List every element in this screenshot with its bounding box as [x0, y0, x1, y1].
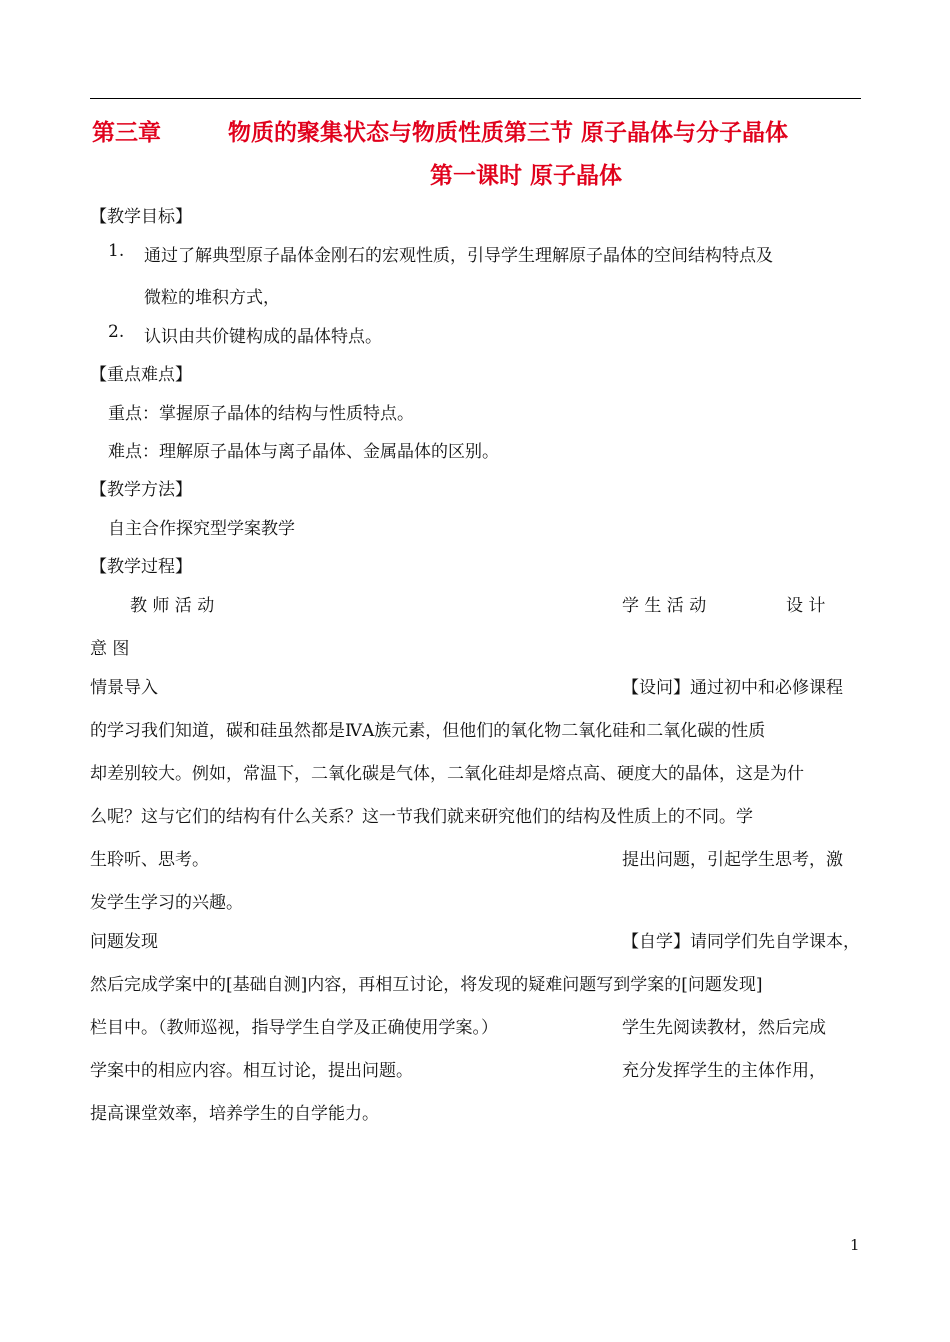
- goal-2-number: 2.: [108, 322, 125, 342]
- process-line-right: 【设问】通过初中和必修课程: [622, 678, 843, 698]
- page-subtitle: 第一课时 原子晶体: [430, 162, 623, 189]
- goal-1-number: 1.: [108, 241, 125, 261]
- process-line-right: 充分发挥学生的主体作用，: [622, 1061, 826, 1081]
- process-line: 提高课堂效率，培养学生的自学能力。: [90, 1104, 379, 1124]
- process-line: 的学习我们知道，碳和硅虽然都是ⅣA族元素，但他们的氧化物二氧化硅和二氧化碳的性质: [90, 721, 766, 741]
- goal-1-text: 通过了解典型原子晶体金刚石的宏观性质，引导学生理解原子晶体的空间结构特点及: [144, 246, 773, 266]
- col-design-intent-cont: 意 图: [90, 639, 130, 659]
- process-line-right: 【自学】请同学们先自学课本，: [622, 932, 860, 952]
- difficult-point: 难点：理解原子晶体与离子晶体、金属晶体的区别。: [108, 442, 499, 462]
- goals-heading: 【教学目标】: [90, 207, 192, 227]
- goal-1-text-cont: 微粒的堆积方式，: [144, 288, 280, 308]
- process-heading: 【教学过程】: [90, 557, 192, 577]
- process-line-right: 学生先阅读教材，然后完成: [622, 1018, 826, 1038]
- goal-2-text: 认识由共价键构成的晶体特点。: [144, 327, 382, 347]
- process-line: 然后完成学案中的[基础自测]内容，再相互讨论，将发现的疑难问题写到学案的[问题发现]: [90, 975, 763, 995]
- process-line: 问题发现: [90, 932, 158, 952]
- col-design-intent: 设 计: [786, 596, 826, 616]
- process-line: 栏目中。（教师巡视，指导学生自学及正确使用学案。）: [90, 1018, 498, 1038]
- key-difficult-heading: 【重点难点】: [90, 365, 192, 385]
- page-title: 物质的聚集状态与物质性质第三节 原子晶体与分子晶体: [228, 119, 789, 146]
- process-line: 学案中的相应内容。相互讨论，提出问题。: [90, 1061, 413, 1081]
- chapter-label: 第三章: [92, 119, 161, 146]
- header-rule: [90, 98, 861, 99]
- process-line: 情景导入: [90, 678, 158, 698]
- method-heading: 【教学方法】: [90, 480, 192, 500]
- process-line-right: 提出问题，引起学生思考，激: [622, 850, 843, 870]
- process-line: 却差别较大。例如，常温下，二氧化碳是气体，二氧化硅却是熔点高、硬度大的晶体，这是为什: [90, 764, 804, 784]
- process-line: 生聆听、思考。: [90, 850, 209, 870]
- col-teacher-activity: 教 师 活 动: [130, 596, 215, 616]
- process-line: 发学生学习的兴趣。: [90, 893, 243, 913]
- key-point: 重点：掌握原子晶体的结构与性质特点。: [108, 404, 414, 424]
- process-line: 么呢？这与它们的结构有什么关系？这一节我们就来研究他们的结构及性质上的不同。学: [90, 807, 753, 827]
- method-text: 自主合作探究型学案教学: [108, 519, 295, 539]
- page-number: 1: [850, 1236, 860, 1254]
- col-student-activity: 学 生 活 动: [622, 596, 707, 616]
